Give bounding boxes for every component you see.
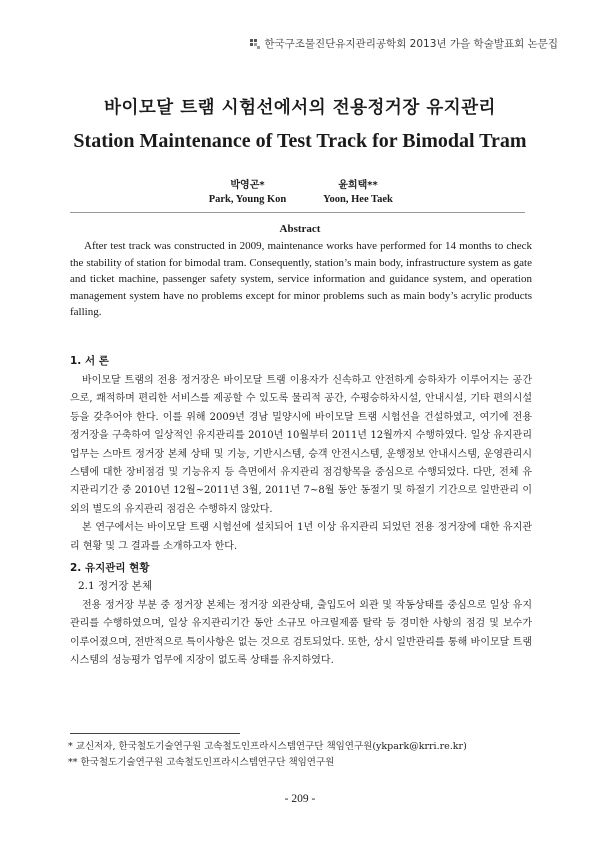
footnotes — [68, 739, 467, 771]
abstract-text: After test track was constructed in 2009, maintenance works have performed for 14 months to check the stability of station for bimodal tram. Consequently, station’s main body, infrastructure system as gate and ticket machine, passenger safety system, service information and guidance system, and operation management system have no problems except for minor problems such as main body’s acrylic products falling. — [70, 240, 532, 318]
footnote: * 교신저자, 한국철도기술연구원 고속철도인프라시스템연구단 책임연구원(ykpark@krri.re.kr) — [68, 741, 467, 752]
divider — [70, 212, 525, 213]
author-name-en: Park, Young Kon — [208, 194, 287, 205]
section-heading: 2. 유지관리 현황 — [70, 562, 150, 574]
section-heading: 1. 서 론 — [70, 355, 109, 367]
conference-header — [250, 36, 558, 51]
author-2 — [308, 176, 408, 205]
paragraph: 전용 정거장 부분 중 정거장 본체는 정거장 외관상태, 출입도어 외관 및 작동상태를 중심으로 일상 유지관리를 수행하였으며, 일상 유지관리기간 동안 소규모 아크릴제품 탈락 등 경미한 사항의 점검 및 보수가 이루어졌으며, 전반적으로 특이사항은 없는 것으로 검토되었다. 또한, 상시 일반관리를 통해 바이모달 트램 시스템의 성능평가 업무에 지장이 없도록 상태를 유지하였다. — [70, 600, 532, 667]
title-english: Station Maintenance of Test Track for Bimodal Tram — [73, 130, 527, 152]
author-name-ko: 윤희택** — [338, 180, 378, 191]
section-body — [70, 597, 532, 671]
paragraph: 바이모달 트램의 전용 정거장은 바이모달 트램 이용자가 신속하고 안전하게 승하차가 이루어지는 공간으로, 쾌적하며 편리한 서비스를 제공할 수 있도록 물리적 공간, 수평승하차시설, 안내시설, 기타 편의시설 등을 갖추어야 한다. 이를 위해 2009년 경남 밀양시에 바이모달 트램 시험선을 건설하였고, 여기에 전용 정거장을 구축하여 일상적인 유지관리를 2010년 10월부터 2011년 12월까지 수행하였다. 일상 유지관리 업무는 스마트 정거장 본체 상태 및 기능, 기반시스템, 승객 안전시스템, 운행정보 안내시스템, 운영관리시스템에 대한 장비점검 및 기능유지 등 측면에서 유지관리 점검항목을 중심으로 수행되었다. 다만, 전체 유지관리기간 중 2010년 12월~2011년 3월, 2011년 7~8월 동안 동절기 및 하절기 기간으로 일반관리 이외의 별도의 유지관리 점검은 수행하지 않았다. — [70, 375, 532, 515]
conference-name: 한국구조물진단유지관리공학회 2013년 가을 학술발표회 논문집 — [264, 38, 558, 50]
paragraph: 본 연구에서는 바이모달 트램 시험선에 설치되어 1년 이상 유지관리 되었던 전용 정거장에 대한 유지관리 현황 및 그 결과를 소개하고자 한다. — [70, 522, 532, 552]
grid-dots-icon — [250, 39, 260, 49]
footnote: ** 한국철도기술연구원 고속철도인프라시스템연구단 책임연구원 — [68, 757, 335, 768]
author-1 — [200, 176, 295, 205]
abstract-heading: Abstract — [279, 223, 321, 235]
title-korean: 바이모달 트램 시험선에서의 전용정거장 유지관리 — [104, 98, 496, 118]
section-body — [70, 372, 532, 556]
author-name-en: Yoon, Hee Taek — [323, 194, 393, 205]
author-name-ko: 박영곤* — [230, 180, 265, 191]
page-number: - 209 - — [284, 793, 316, 805]
subsection-heading: 2.1 정거장 본체 — [78, 580, 153, 592]
footnote-divider — [70, 733, 240, 734]
